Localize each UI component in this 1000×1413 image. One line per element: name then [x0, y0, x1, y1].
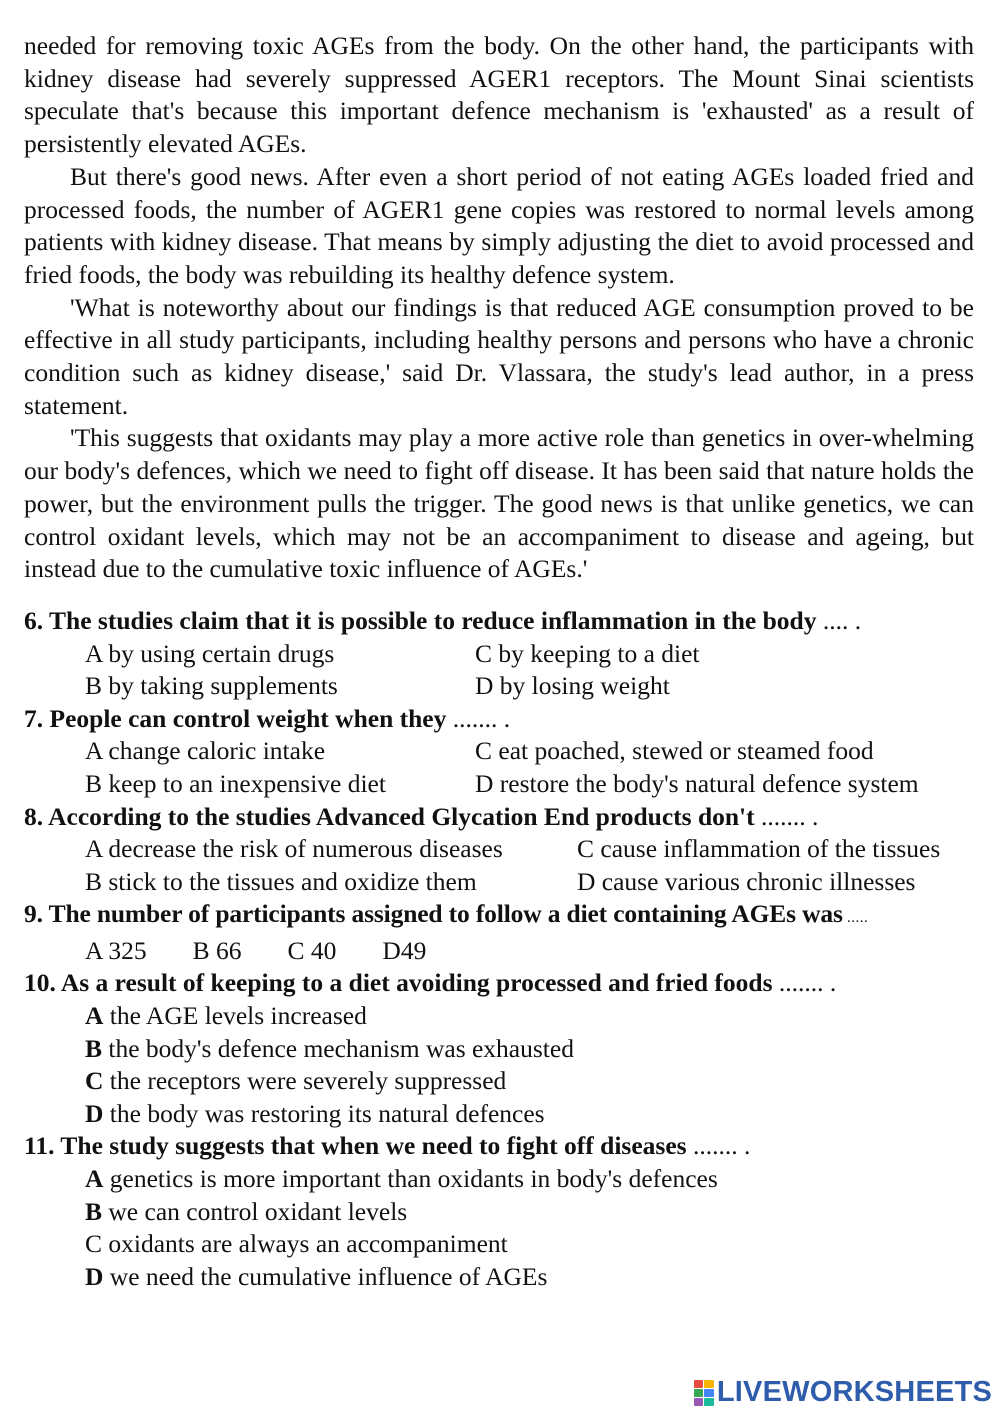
question-6-blank[interactable]: .... . [816, 605, 862, 635]
question-9-blank[interactable]: ..... [842, 910, 869, 927]
question-9-option-b[interactable]: B 66 [192, 935, 242, 965]
question-10-option-a[interactable]: A the AGE levels increased [85, 1001, 367, 1031]
question-7-option-d[interactable]: D restore the body's natural defence system [475, 768, 919, 798]
question-9-stem: 9. The number of participants assigned to follow a diet containing AGEs was ..... [24, 899, 869, 929]
question-6-options-row-2 [24, 670, 974, 703]
question-6-option-d[interactable]: D by losing weight [475, 671, 670, 701]
question-8-stem: 8. According to the studies Advanced Glycation End products don't ....... . [24, 801, 819, 831]
question-9-options [24, 935, 974, 968]
liveworksheets-logo [694, 1376, 992, 1409]
question-10-option-c[interactable]: C the receptors were severely suppressed [85, 1066, 507, 1096]
passage-paragraph-4: 'This suggests that oxidants may play a more active role than genetics in over-whelming our body's defences, which we need to fight off disease. It has been said that nature holds the power, but the environment pulls the trigger. The good news is that unlike genetics, we can control oxidant levels, which may not be an accompaniment to disease and ageing, but instead due to the cumulative toxic influence of AGEs.' [24, 423, 974, 584]
question-11-option-a[interactable]: A genetics is more important than oxidants in body's defences [85, 1164, 718, 1194]
question-6-option-c[interactable]: C by keeping to a diet [475, 638, 700, 668]
question-11-option-d[interactable]: D we need the cumulative influence of AGEs [85, 1261, 548, 1291]
question-10-blank[interactable]: ....... . [772, 968, 837, 998]
question-7-blank[interactable]: ....... . [446, 703, 511, 733]
question-11-blank[interactable]: ....... . [686, 1131, 751, 1161]
question-8-option-d[interactable]: D cause various chronic illnesses [577, 866, 916, 896]
question-7-options-row-2 [24, 768, 974, 801]
question-7-option-b[interactable]: B keep to an inexpensive diet [85, 768, 386, 798]
question-7-options-row-1 [24, 735, 974, 768]
question-7-stem: 7. People can control weight when they ....... . [24, 703, 511, 733]
liveworksheets-logo-text: LIVEWORKSHEETS [716, 1376, 992, 1408]
question-9-option-c[interactable]: C 40 [287, 935, 337, 965]
question-11-stem: 11. The study suggests that when we need to fight off diseases ....... . [24, 1131, 751, 1161]
question-7-option-c[interactable]: C eat poached, stewed or steamed food [475, 736, 874, 766]
question-8-blank[interactable]: ....... . [754, 801, 819, 831]
question-10-option-d[interactable]: D the body was restoring its natural defences [85, 1098, 545, 1128]
question-8-option-c[interactable]: C cause inflammation of the tissues [577, 834, 941, 864]
question-6-option-a[interactable]: A by using certain drugs [85, 638, 335, 668]
question-11-option-b[interactable]: B we can control oxidant levels [85, 1196, 408, 1226]
question-10-stem: 10. As a result of keeping to a diet avoiding processed and fried foods ....... . [24, 968, 837, 998]
question-11-option-c[interactable]: C oxidants are always an accompaniment [85, 1229, 508, 1259]
passage-paragraph-1: needed for removing toxic AGEs from the body. On the other hand, the participants with kidney disease had severely suppressed AGER1 receptors. The Mount Sinai scientists speculate that's because this important defence mechanism is 'exhausted' as a result of persistently elevated AGEs. [24, 31, 974, 159]
question-6-options-row-1 [24, 638, 974, 671]
question-10-option-b[interactable]: B the body's defence mechanism was exhausted [85, 1033, 574, 1063]
question-9-option-a[interactable]: A 325 [85, 935, 147, 965]
question-6-option-b[interactable]: B by taking supplements [85, 671, 338, 701]
question-8-option-a[interactable]: A decrease the risk of numerous diseases [85, 834, 503, 864]
worksheet-page [24, 30, 974, 1293]
question-7-option-a[interactable]: A change caloric intake [85, 736, 326, 766]
liveworksheets-logo-icon [694, 1380, 714, 1406]
passage-paragraph-3: 'What is noteworthy about our findings is that reduced AGE consumption proved to be effective in all study participants, including healthy persons and persons who have a chronic condition such as kidney disease,' said Dr. Vlassara, the study's lead author, in a press statement. [24, 292, 974, 420]
question-6-stem: 6. The studies claim that it is possible to reduce inflammation in the body .... . [24, 605, 862, 635]
question-8-options-row-1 [24, 833, 974, 866]
question-list [24, 605, 974, 1293]
question-9-option-d[interactable]: D49 [382, 935, 427, 965]
passage-paragraph-2: But there's good news. After even a short period of not eating AGEs loaded fried and processed foods, the number of AGER1 gene copies was restored to normal levels among patients with kidney disease. That means by simply adjusting the diet to avoid processed and fried foods, the body was rebuilding its healthy defence system. [24, 161, 974, 289]
question-8-options-row-2 [24, 866, 974, 899]
question-8-option-b[interactable]: B stick to the tissues and oxidize them [85, 866, 477, 896]
